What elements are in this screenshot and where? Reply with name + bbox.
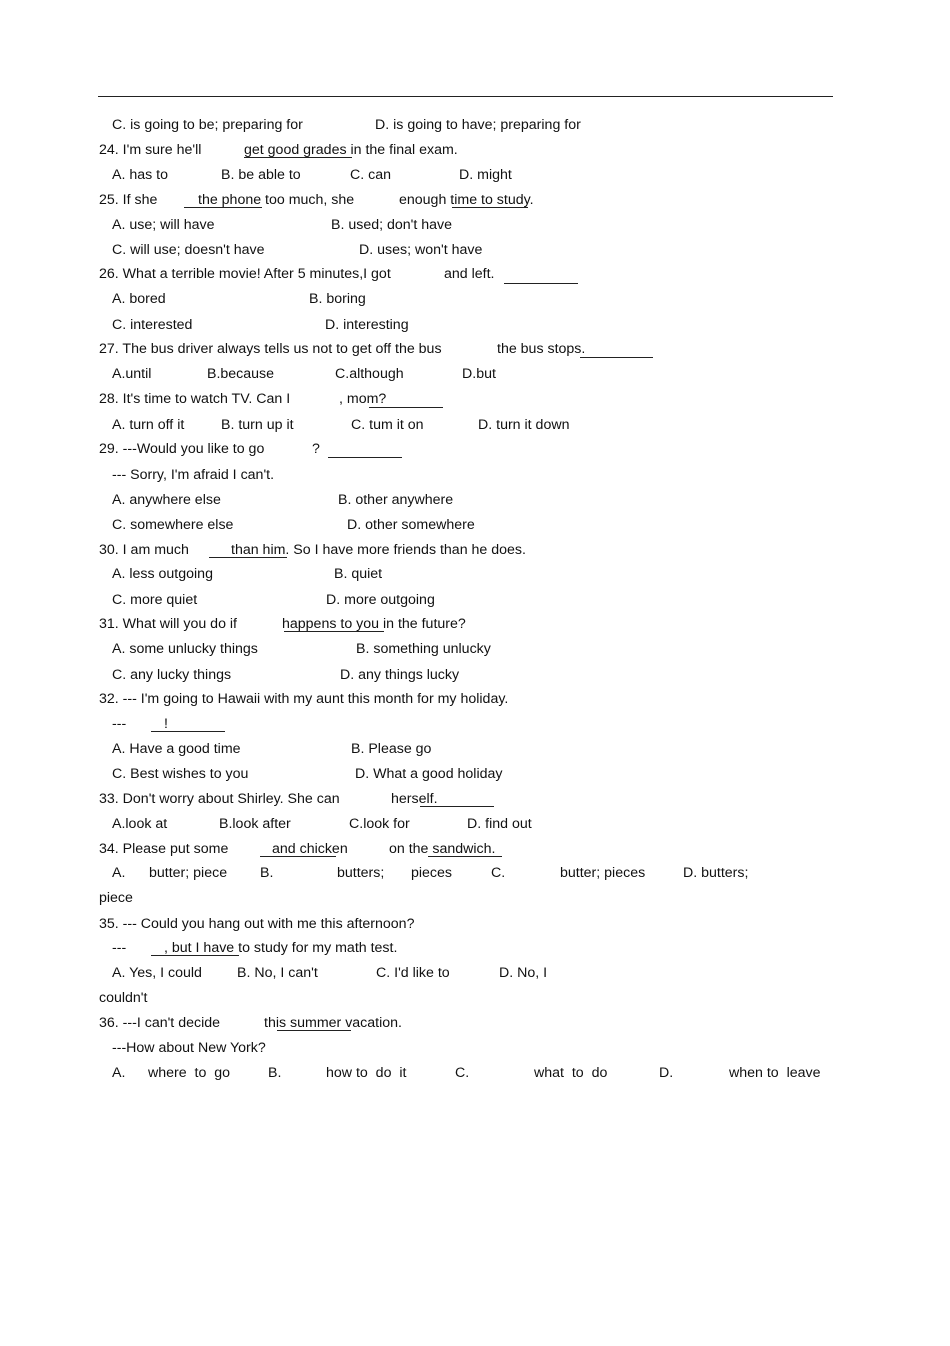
q33-option-c: C.look for	[349, 816, 410, 832]
q29-reply: --- Sorry, I'm afraid I can't.	[112, 467, 275, 483]
q36-reply: ---How about New York?	[112, 1040, 266, 1056]
q36-option-a: where to go	[148, 1065, 231, 1081]
q25-stem-mid: the phone too much, she	[198, 192, 355, 208]
q28-blank	[369, 407, 443, 408]
q31-option-b: B. something unlucky	[356, 641, 491, 657]
q35-option-d-wrap: couldn't	[99, 990, 148, 1006]
q28-option-c: C. tum it on	[351, 417, 424, 433]
q29-blank	[328, 457, 402, 458]
q36-option-d-letter: D.	[659, 1065, 674, 1081]
q25-option-b: B. used; don't have	[331, 217, 453, 233]
q25-option-a: A. use; will have	[112, 217, 215, 233]
q36-option-c-letter: C.	[455, 1065, 470, 1081]
q34-stem: 34. Please put some	[99, 841, 229, 857]
q34-option-d: D. butters;	[683, 865, 749, 881]
q24-stem: 24. I'm sure he'll	[99, 142, 202, 158]
q35-reply-dashes: ---	[112, 940, 127, 956]
q35-stem: 35. --- Could you hang out with me this afternoon?	[99, 916, 415, 932]
q26-option-a: A. bored	[112, 291, 166, 307]
q24-option-c: C. can	[350, 167, 392, 183]
q23-option-c: C. is going to be; preparing for	[112, 117, 303, 133]
q27-option-b: B.because	[207, 366, 275, 382]
q34-option-c: butter; pieces	[560, 865, 646, 881]
q27-stem: 27. The bus driver always tells us not to get off the bus	[99, 341, 442, 357]
q24-stem-rest: get good grades in the final exam.	[244, 142, 458, 158]
q26-option-c: C. interested	[112, 317, 193, 333]
q32-option-c: C. Best wishes to you	[112, 766, 249, 782]
q27-option-c: C.although	[335, 366, 404, 382]
q32-reply-mark: !	[164, 716, 168, 732]
q26-blank	[504, 283, 578, 284]
q28-option-d: D. turn it down	[478, 417, 570, 433]
q32-blank	[151, 731, 225, 732]
q32-option-a: A. Have a good time	[112, 741, 241, 757]
q33-option-b: B.look after	[219, 816, 291, 832]
q30-stem-rest: than him. So I have more friends than he does.	[231, 542, 526, 558]
q31-stem-rest: happens to you in the future?	[282, 616, 466, 632]
q24-option-d: D. might	[459, 167, 512, 183]
q32-stem: 32. --- I'm going to Hawaii with my aunt this month for my holiday.	[99, 691, 509, 707]
q35-reply: , but I have to study for my math test.	[164, 940, 398, 956]
q34-option-a-letter: A.	[112, 865, 126, 881]
q26-stem-rest: and left.	[444, 266, 495, 282]
q34-option-a: butter; piece	[149, 865, 228, 881]
q34-stem-rest: on the sandwich.	[389, 841, 496, 857]
q32-option-b: B. Please go	[351, 741, 432, 757]
q29-stem: 29. ---Would you like to go	[99, 441, 265, 457]
q25-option-c: C. will use; doesn't have	[112, 242, 265, 258]
q34-option-b-letter: B.	[260, 865, 274, 881]
q26-option-d: D. interesting	[325, 317, 409, 333]
q36-stem-rest: this summer vacation.	[264, 1015, 402, 1031]
q25-option-d: D. uses; won't have	[359, 242, 483, 258]
q23-option-d: D. is going to have; preparing for	[375, 117, 581, 133]
q31-stem: 31. What will you do if	[99, 616, 237, 632]
q34-stem-mid: and chicken	[272, 841, 348, 857]
q33-option-d: D. find out	[467, 816, 532, 832]
q27-option-d: D.but	[462, 366, 496, 382]
q29-option-b: B. other anywhere	[338, 492, 454, 508]
q32-reply-dashes: ---	[112, 716, 127, 732]
q28-stem-rest: , mom?	[339, 391, 387, 407]
q36-option-a-letter: A.	[112, 1065, 126, 1081]
q34-blank-2	[428, 856, 502, 857]
q33-blank	[420, 806, 494, 807]
q29-stem-rest: ?	[312, 441, 320, 457]
q27-stem-rest: the bus stops.	[497, 341, 586, 357]
q31-option-c: C. any lucky things	[112, 667, 232, 683]
q33-stem-rest: herself.	[391, 791, 438, 807]
q33-option-a: A.look at	[112, 816, 168, 832]
q26-stem: 26. What a terrible movie! After 5 minutes,I got	[99, 266, 391, 282]
q26-option-b: B. boring	[309, 291, 366, 307]
q36-option-c: what to do	[534, 1065, 608, 1081]
q35-option-c: C. I'd like to	[376, 965, 450, 981]
q36-option-b-letter: B.	[268, 1065, 282, 1081]
q29-option-d: D. other somewhere	[347, 517, 475, 533]
q30-option-b: B. quiet	[334, 566, 383, 582]
q34-option-b-part1: butters;	[337, 865, 385, 881]
q29-option-c: C. somewhere else	[112, 517, 234, 533]
q36-option-d: when to leave	[729, 1065, 821, 1081]
q25-stem-rest: enough time to study.	[399, 192, 534, 208]
q30-option-d: D. more outgoing	[326, 592, 435, 608]
q30-option-c: C. more quiet	[112, 592, 198, 608]
q33-stem: 33. Don't worry about Shirley. She can	[99, 791, 340, 807]
q27-blank	[580, 357, 653, 358]
q31-option-a: A. some unlucky things	[112, 641, 258, 657]
q35-option-d: D. No, I	[499, 965, 548, 981]
q35-option-b: B. No, I can't	[237, 965, 318, 981]
q34-option-b-part2: pieces	[411, 865, 453, 881]
q24-option-a: A. has to	[112, 167, 168, 183]
q29-option-a: A. anywhere else	[112, 492, 221, 508]
q32-option-d: D. What a good holiday	[355, 766, 503, 782]
q31-option-d: D. any things lucky	[340, 667, 460, 683]
q30-stem: 30. I am much	[99, 542, 189, 558]
q28-option-a: A. turn off it	[112, 417, 185, 433]
q36-option-b: how to do it	[326, 1065, 407, 1081]
q27-option-a: A.until	[112, 366, 152, 382]
q36-stem: 36. ---I can't decide	[99, 1015, 220, 1031]
q25-stem: 25. If she	[99, 192, 158, 208]
q28-option-b: B. turn up it	[221, 417, 294, 433]
header-rule	[98, 96, 833, 97]
q34-option-c-letter: C.	[491, 865, 506, 881]
q30-option-a: A. less outgoing	[112, 566, 213, 582]
q35-option-a: A. Yes, I could	[112, 965, 202, 981]
q25-blank-2	[452, 207, 528, 208]
q28-stem: 28. It's time to watch TV. Can I	[99, 391, 291, 407]
q34-option-d-wrap: piece	[99, 890, 133, 906]
q24-option-b: B. be able to	[221, 167, 301, 183]
